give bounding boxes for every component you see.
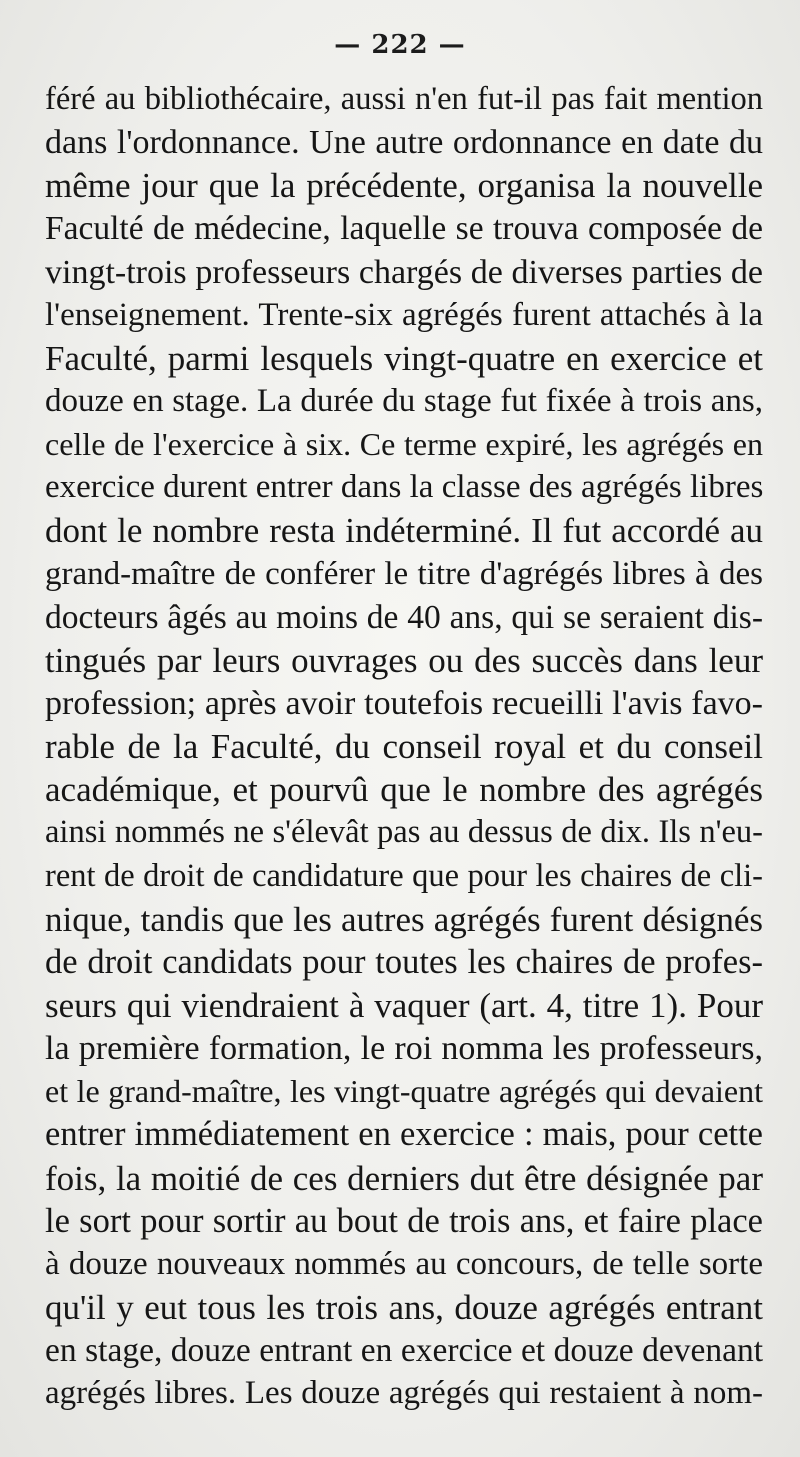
text-line: grand-maître de conférer le titre d'agrégés libres à des <box>45 555 763 592</box>
text-line: de droit candidats pour toutes les chaires de profes- <box>45 942 763 981</box>
text-line: dont le nombre resta indéterminé. Il fut accordé au <box>45 511 763 551</box>
text-line: fois, la moitié de ces derniers dut être désignée par <box>45 1158 763 1198</box>
text-line: Faculté, parmi lesquels vingt-quatre en exercice et <box>45 338 763 378</box>
page-number: — 222 — <box>334 30 466 60</box>
text-line: agrégés libres. Les douze agrégés qui restaient à nom- <box>45 1375 763 1412</box>
text-line: la première formation, le roi nomma les professeurs, <box>45 1030 763 1068</box>
text-line: en stage, douze entrant en exercice et douze devenant <box>45 1332 763 1370</box>
text-line: seurs qui viendraient à vaquer (art. 4, titre 1). Pour <box>45 985 763 1025</box>
text-line: dans l'ordonnance. Une autre ordonnance en date du <box>45 124 763 162</box>
text-line: et le grand-maître, les vingt-quatre agrégés qui devaient <box>45 1073 763 1110</box>
text-line: même jour que la précédente, organisa la nouvelle <box>45 166 763 206</box>
text-line: l'enseignement. Trente-six agrégés furent attachés à la <box>45 296 763 333</box>
text-line: qu'il y eut tous les trois ans, douze agrégés entrant <box>45 1287 763 1327</box>
text-line: à douze nouveaux nommés au concours, de telle sorte <box>45 1245 763 1282</box>
text-line: exercice durent entrer dans la classe des agrégés libres <box>45 469 764 506</box>
text-line: académique, et pourvû que le nombre des agrégés <box>45 770 763 810</box>
text-line: Faculté de médecine, laquelle se trouva composée de <box>45 210 763 248</box>
text-line: entrer immédiatement en exercice : mais, pour cette <box>45 1115 763 1154</box>
body-text <box>45 78 763 1415</box>
text-line: ainsi nommés ne s'élevât pas au dessus de dix. Ils n'eu- <box>45 814 763 851</box>
text-line: douze en stage. La durée du stage fut fixée à trois ans, <box>45 382 763 419</box>
text-line: nique, tandis que les autres agrégés furent désignés <box>45 899 763 939</box>
text-line: féré au bibliothécaire, aussi n'en fut-il pas fait mention <box>45 81 763 117</box>
text-line: profession; après avoir toutefois recueilli l'avis favo- <box>45 684 763 722</box>
text-line: rent de droit de candidature que pour les chaires de cli- <box>45 857 763 894</box>
text-line: celle de l'exercice à six. Ce terme expiré, les agrégés en <box>45 426 763 463</box>
text-line: le sort pour sortir au bout de trois ans, et faire place <box>45 1201 763 1240</box>
text-line: vingt-trois professeurs chargés de diverses parties de <box>45 253 763 291</box>
text-line: tingués par leurs ouvrages ou des succès dans leur <box>45 640 763 680</box>
text-line: rable de la Faculté, du conseil royal et du conseil <box>45 727 763 767</box>
text-line: docteurs âgés au moins de 40 ans, qui se seraient dis- <box>45 598 763 636</box>
